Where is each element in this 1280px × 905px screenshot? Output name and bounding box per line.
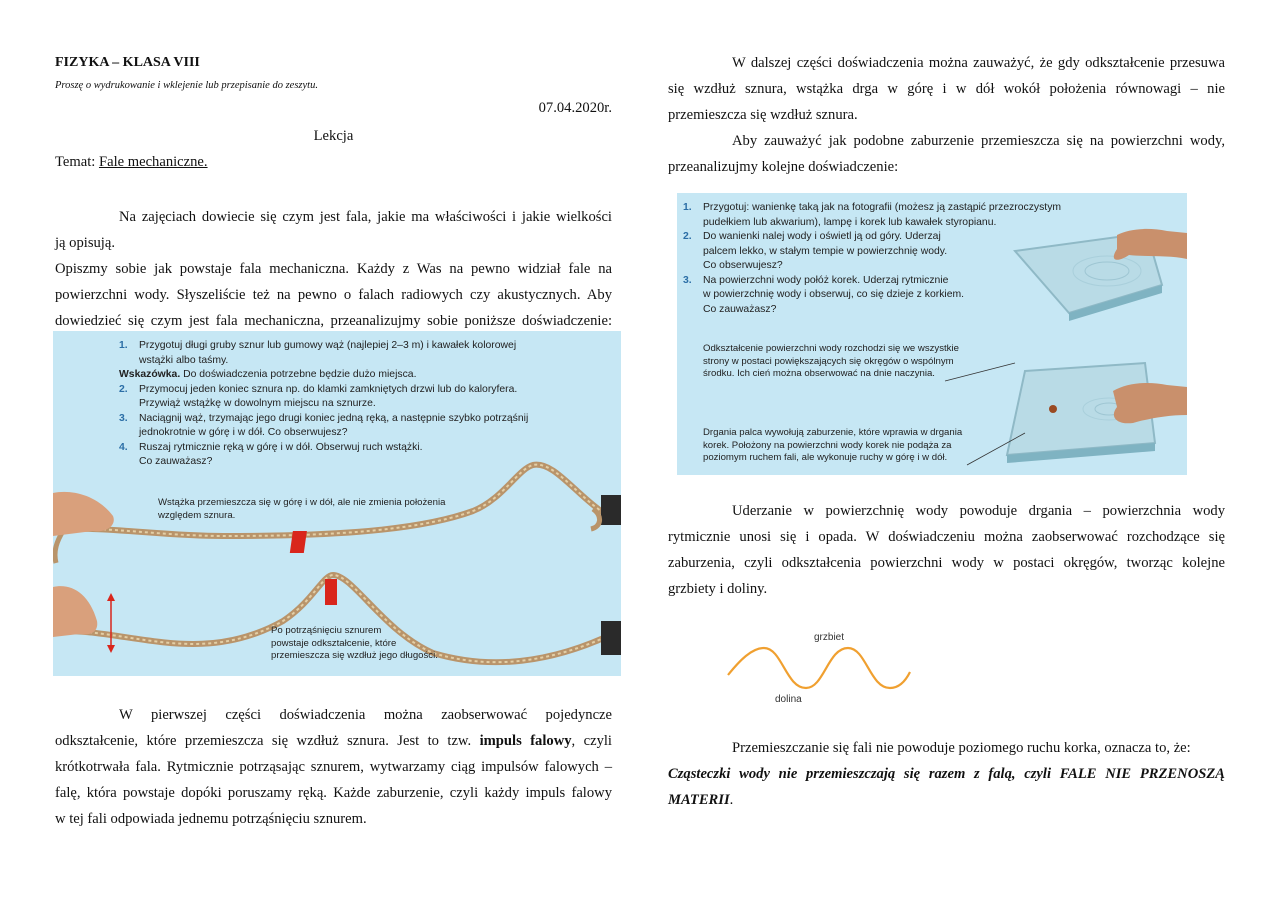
- trough-label: dolina: [775, 694, 802, 705]
- rope-experiment-figure: [53, 331, 621, 676]
- cork: [1049, 405, 1057, 413]
- text-line: falę, która powstaje dopóki poruszamy ręką. Każde zaburzenie, czyli każdy impuls falowy: [55, 785, 612, 801]
- step-2: 2. Do wanienki nalej wody i oświetl ją od góry. Uderzaj: [683, 231, 941, 242]
- topic: Fale mechaniczne.: [98, 154, 208, 170]
- text-line: Aby zauważyć jak podobne zaburzenie przemieszcza się na powierzchni wody,: [732, 133, 1225, 149]
- crest-label: grzbiet: [814, 632, 845, 643]
- hand-top: [53, 492, 114, 536]
- text-line: krótkotrwała fala. Rytmicznie potrząsając sznurem, wytwarzamy ciąg impulsów falowych –: [55, 759, 612, 775]
- step-1: 1. Przygotuj: wanienkę taką jak na fotografii (możesz ją zastąpić przezroczystym: [683, 202, 1062, 213]
- text-line: w tej fali odpowiada jednemu potrząśnięciu sznurem.: [55, 811, 367, 827]
- door-handle-top: [601, 495, 621, 525]
- hand-bottom: [53, 586, 97, 637]
- caption-circles: Odkształcenie powierzchni wody rozchodzi się we wszystkie strony w postaci powiększających się okręgów o wspólnym środku. Ich cień można obserwować na dnie naczynia.: [703, 343, 959, 379]
- step-3-cont2: Co zauważasz?: [703, 303, 777, 315]
- text-line: dowiedzieć się czym jest fala mechaniczna, przeanalizujmy sobie poniższe doświadczenie:: [55, 313, 612, 329]
- step-4-cont: Co zauważasz?: [139, 456, 213, 467]
- water-paragraph: [668, 498, 1225, 602]
- text-line: Przemieszczanie się fali nie powoduje poziomego ruchu korka, oznacza to, że:: [732, 740, 1191, 756]
- step-4: 4. Ruszaj rytmicznie ręką w górę i w dół. Obserwuj ruch wstążki.: [119, 441, 423, 453]
- print-note: Proszę o wydrukowanie i wklejenie lub przepisanie do zeszytu.: [55, 80, 318, 91]
- step-3-cont: w powierzchnię wody i obserwuj, co się dzieje z korkiem.: [703, 289, 965, 300]
- page-title: FIZYKA – KLASA VIII: [55, 55, 200, 70]
- step-3-cont: jednokrotnie w górę i w dół. Co obserwujesz?: [139, 427, 348, 438]
- hand-top: [1114, 229, 1187, 260]
- text-line: zaburzenia, czyli odkształcenia powierzchni wody w postaci okręgów, tworząc kolejne: [668, 555, 1225, 571]
- step-2-cont2: Co obserwujesz?: [703, 260, 783, 271]
- water-experiment-figure: [677, 193, 1187, 475]
- wave-diagram: [720, 630, 920, 710]
- term-impuls-falowy: impuls falowy: [479, 733, 572, 749]
- intro-paragraph: [55, 204, 612, 334]
- topic-label: Temat:: [55, 154, 99, 170]
- text-line: W pierwszej części doświadczenia można zaobserwować pojedyncze: [119, 707, 612, 723]
- impulse-paragraph: [55, 702, 612, 832]
- text-line: Na zajęciach dowiecie się czym jest fala, jakie ma właściwości i jakie wielkości: [119, 209, 612, 225]
- ribbon-bottom: [325, 579, 337, 605]
- hint: Wskazówka. Do doświadczenia potrzebne będzie dużo miejsca.: [119, 369, 417, 380]
- step-3: 3. Na powierzchni wody połóż korek. Uderzaj rytmicznie: [683, 274, 949, 286]
- text-line: ją opisują.: [55, 235, 115, 251]
- caption-ribbon: Wstążka przemieszcza się w górę i w dół, ale nie zmienia położenia względem sznura.: [158, 497, 446, 521]
- text-line: grzbiety i doliny.: [668, 581, 768, 597]
- door-handle-bottom: [601, 621, 621, 655]
- lesson-heading: Lekcja: [313, 128, 354, 144]
- text-line: powierzchni wody. Słyszeliście też na pewno o falach radiowych czy akustycznych. Aby: [55, 287, 612, 303]
- text-line: przeanalizujmy kolejne doświadczenie:: [668, 159, 899, 175]
- text-line: rytmicznie unosi się i opada. W doświadczeniu można zaobserwować rozchodzące się: [668, 529, 1225, 545]
- step-1-cont: pudełkiem lub akwarium), lampę i korek lub kawałek styropianu.: [703, 216, 997, 228]
- step-2-cont: Przywiąż wstążkę w dowolnym miejscu na sznurze.: [139, 398, 376, 409]
- step-1-cont: wstążki albo taśmy.: [139, 354, 229, 366]
- conclusion-line: Cząsteczki wody nie przemieszczają się razem z falą, czyli FALE NIE PRZENOSZĄ: [668, 766, 1225, 782]
- text-line: odkształcenie, które przemieszcza się wzdłuż sznura. Jest to tzw. impuls falowy, czyli: [55, 733, 612, 749]
- text-line: W dalszej części doświadczenia można zauważyć, że gdy odkształcenie przesuwa: [732, 55, 1225, 71]
- step-1: 1. Przygotuj długi gruby sznur lub gumowy wąż (najlepiej 2–3 m) i kawałek kolorowej: [119, 340, 517, 351]
- date: 07.04.2020r.: [538, 100, 612, 116]
- wave-line: [728, 648, 910, 688]
- caption-impulse: Po potrząśnięciu sznurem powstaje odkształcenie, które przemieszcza się wzdłuż jego długości.: [271, 625, 438, 661]
- conclusion-line: MATERII.: [668, 792, 734, 808]
- hand-bottom: [1113, 383, 1187, 423]
- step-2-cont: palcem lekko, w stałym tempie w powierzchnię wody.: [703, 245, 948, 257]
- conclusion: [668, 735, 1225, 813]
- string-observation-paragraph: [668, 50, 1225, 180]
- caption-cork: Drgania palca wywołują zaburzenie, które wprawia w drgania korek. Położony na powierzchni wody korek nie podąża za poziomym ruchem fali, ale wykonuje ruchy w górę i w dół.: [703, 427, 963, 463]
- topic-line: [55, 154, 208, 171]
- text-line: Uderzanie w powierzchnię wody powoduje drgania – powierzchnia wody: [732, 503, 1225, 519]
- text-line: się wzdłuż sznura, wstążka drga w górę i w dół wokół położenia równowagi – nie: [668, 81, 1225, 97]
- text-line: przemieszcza się wzdłuż sznura.: [668, 107, 858, 123]
- step-3: 3. Naciągnij wąż, trzymając jego drugi koniec jedną ręką, a następnie szybko potrząśnij: [119, 412, 529, 424]
- step-2: 2. Przymocuj jeden koniec sznura np. do klamki zamkniętych drzwi lub do kaloryfera.: [119, 383, 518, 395]
- text-line: Opiszmy sobie jak powstaje fala mechaniczna. Każdy z Was na pewno widział fale na: [55, 261, 612, 277]
